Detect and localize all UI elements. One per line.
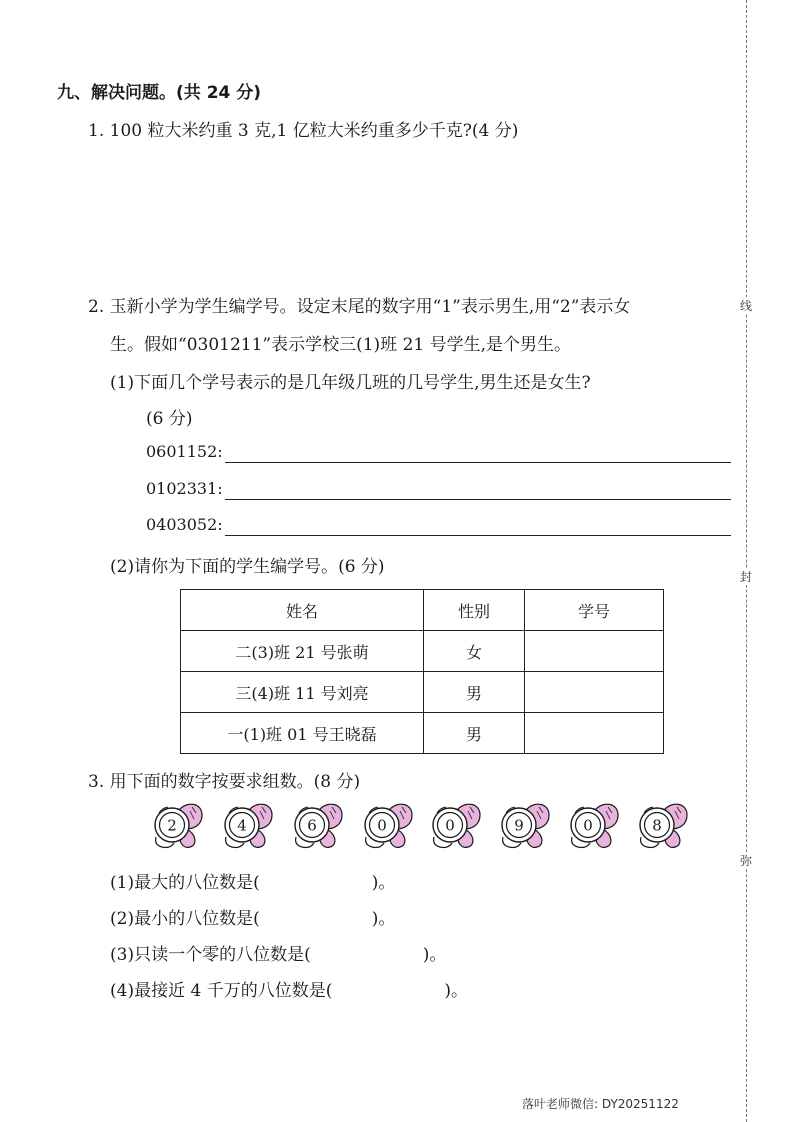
binding-char-xian: 线	[739, 299, 752, 313]
answer-line-2[interactable]	[225, 499, 731, 500]
sub-2-prefix: (2)最小的八位数是(	[110, 909, 260, 929]
student-id-2: 0102331:	[146, 479, 223, 498]
cell-name: 三(4)班 11 号刘亮	[181, 672, 424, 713]
cell-gender: 男	[424, 713, 525, 754]
digit-card	[220, 799, 276, 853]
table-header-row	[181, 590, 664, 631]
sub-2-suffix: )。	[371, 909, 396, 929]
digit-label: 9	[514, 816, 524, 835]
digit-label: 0	[445, 816, 455, 835]
table-row	[181, 631, 664, 672]
sub-4-suffix: )。	[444, 981, 468, 1001]
question-3: 3. 用下面的数字按要求组数。(8 分)	[88, 772, 361, 792]
question-2-line-2: 生。假如“0301211”表示学校三(1)班 21 号学生,是个男生。	[110, 335, 572, 355]
question-2-sub-1-points: (6 分)	[146, 409, 193, 429]
sub-1-prefix: (1)最大的八位数是(	[110, 873, 260, 893]
digit-label: 6	[307, 816, 317, 835]
cell-student-id[interactable]	[525, 672, 664, 713]
digit-card	[497, 799, 553, 853]
question-1: 1. 100 粒大米约重 3 克,1 亿粒大米约重多少千克?(4 分)	[88, 121, 519, 141]
question-3-sub-2	[110, 904, 395, 929]
student-id-3: 0403052:	[146, 515, 223, 534]
digit-card	[566, 799, 622, 853]
table-row	[181, 713, 664, 754]
question-2-sub-2: (2)请你为下面的学生编学号。(6 分)	[110, 557, 385, 577]
student-table	[180, 589, 664, 754]
cell-student-id[interactable]	[525, 631, 664, 672]
question-3-sub-3	[110, 940, 446, 965]
cell-name: 一(1)班 01 号王晓磊	[181, 713, 424, 754]
section-title: 九、解决问题。(共 24 分)	[57, 83, 262, 103]
sub-4-prefix: (4)最接近 4 千万的八位数是(	[110, 981, 333, 1001]
sub-3-suffix: )。	[422, 945, 447, 965]
cell-name: 二(3)班 21 号张萌	[181, 631, 424, 672]
footer-watermark: 落叶老师微信: DY20251122	[522, 1097, 679, 1111]
sub-1-suffix: )。	[371, 873, 396, 893]
header-student-id: 学号	[525, 590, 664, 631]
digit-label: 4	[237, 816, 247, 835]
student-id-1: 0601152:	[146, 442, 223, 461]
answer-line-1[interactable]	[225, 462, 731, 463]
sub-3-prefix: (3)只读一个零的八位数是(	[110, 945, 311, 965]
digit-card	[150, 799, 206, 853]
header-gender: 性别	[424, 590, 525, 631]
question-3-sub-4	[110, 976, 468, 1001]
question-2-sub-1: (1)下面几个学号表示的是几年级几班的几号学生,男生还是女生?	[110, 373, 591, 393]
digit-label: 2	[167, 816, 177, 835]
digit-label: 0	[583, 816, 593, 835]
cell-gender: 女	[424, 631, 525, 672]
digit-card	[428, 799, 484, 853]
digit-card	[635, 799, 691, 853]
binding-dashed-line	[746, 0, 747, 1122]
question-3-sub-1	[110, 868, 395, 893]
header-name: 姓名	[181, 590, 424, 631]
binding-char-mi: 弥	[739, 854, 752, 868]
cell-gender: 男	[424, 672, 525, 713]
digit-card	[290, 799, 346, 853]
question-2-line-1: 2. 玉新小学为学生编学号。设定末尾的数字用“1”表示男生,用“2”表示女	[88, 297, 631, 317]
binding-char-feng: 封	[739, 570, 752, 584]
digit-label: 8	[652, 816, 662, 835]
digit-card	[360, 799, 416, 853]
table-row	[181, 672, 664, 713]
digit-label: 0	[377, 816, 387, 835]
answer-line-3[interactable]	[225, 535, 731, 536]
cell-student-id[interactable]	[525, 713, 664, 754]
